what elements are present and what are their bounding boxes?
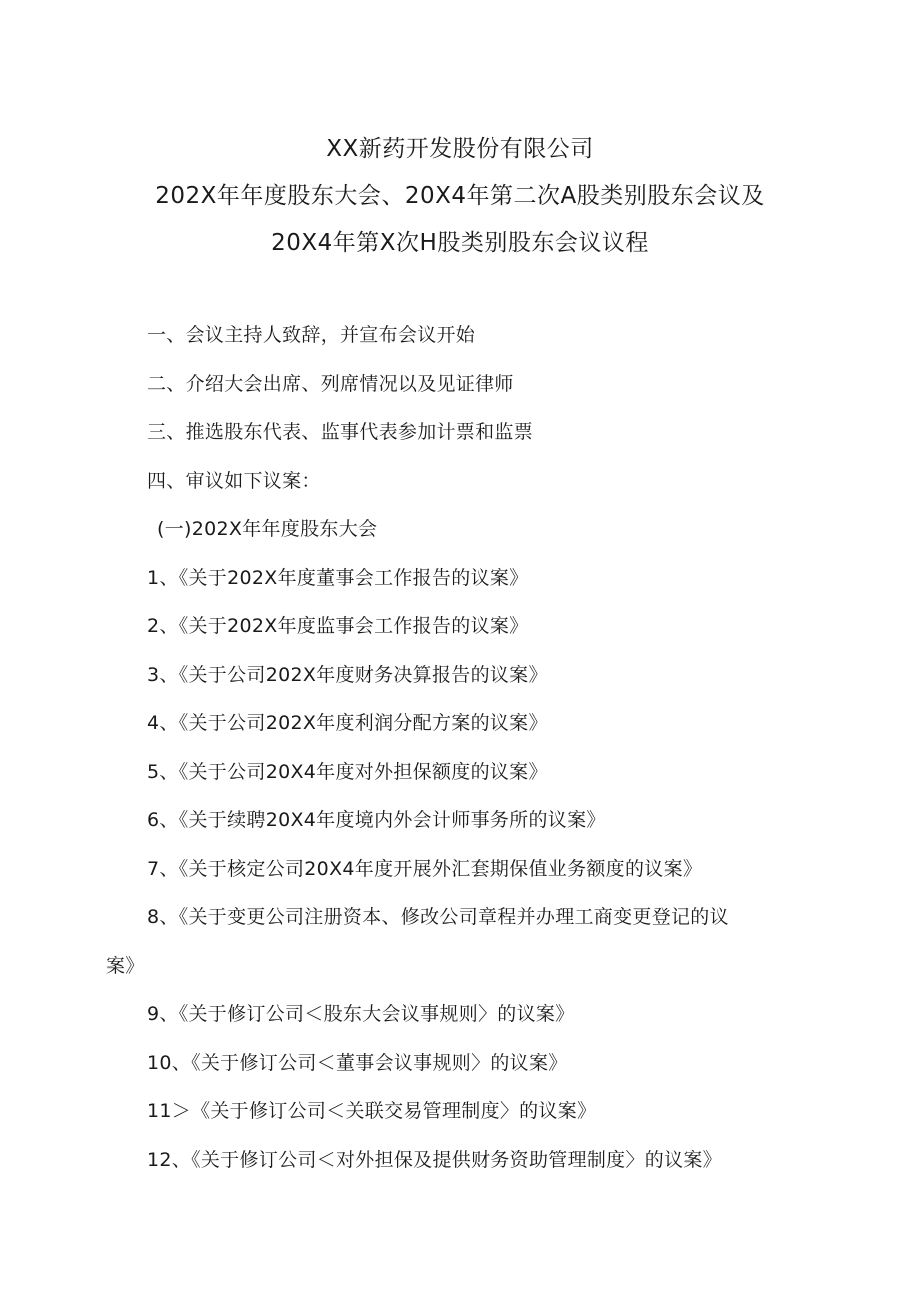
agenda-item: 四、审议如下议案： [147, 469, 321, 492]
agenda-body [0, 311, 920, 1184]
proposal-item-8-line-1: 8、《关于变更公司注册资本、修改公司章程并办理工商变更登记的议 [147, 906, 729, 928]
section-heading: (一)202X年年度股东大会 [157, 518, 378, 540]
agenda-item: 一、会议主持人致辞，并宣布会议开始 [147, 324, 476, 346]
agenda-item: 二、介绍大会出席、列席情况以及见证律师 [147, 372, 514, 395]
proposal-item: 2、《关于202X年度监事会工作报告的议案》 [147, 615, 529, 637]
proposal-item: 1、《关于202X年度董事会工作报告的议案》 [147, 566, 529, 589]
proposal-item: 12、《关于修订公司＜对外担保及提供财务资助管理制度〉的议案》 [147, 1148, 722, 1171]
meeting-title-line-2: 202X年年度股东大会、20X4年第二次A股类别股东会议及 [155, 183, 765, 209]
meeting-title-line-3: 20X4年第X次H股类别股东会议议程 [271, 230, 649, 256]
proposal-item: 10、《关于修订公司＜董事会议事规则〉的议案》 [147, 1051, 568, 1074]
proposal-item: 9、《关于修订公司＜股东大会议事规则〉的议案》 [147, 1003, 575, 1025]
proposal-item: 5、《关于公司20X4年度对外担保额度的议案》 [147, 760, 548, 783]
proposal-item: 7、《关于核定公司20X4年度开展外汇套期保值业务额度的议案》 [147, 857, 703, 880]
company-name: XX新药开发股份有限公司 [326, 136, 594, 162]
proposal-item: 6、《关于续聘20X4年度境内外会计师事务所的议案》 [147, 809, 606, 831]
proposal-item: 11＞《关于修订公司＜关联交易管理制度〉的议案》 [147, 1100, 597, 1122]
agenda-item: 三、推选股东代表、监事代表参加计票和监票 [147, 421, 534, 443]
proposal-item: 3、《关于公司202X年度财务决算报告的议案》 [147, 663, 548, 686]
document-title [0, 126, 920, 267]
proposal-item-8-line-2: 案》 [106, 954, 145, 977]
proposal-item: 4、《关于公司202X年度利润分配方案的议案》 [147, 712, 548, 734]
